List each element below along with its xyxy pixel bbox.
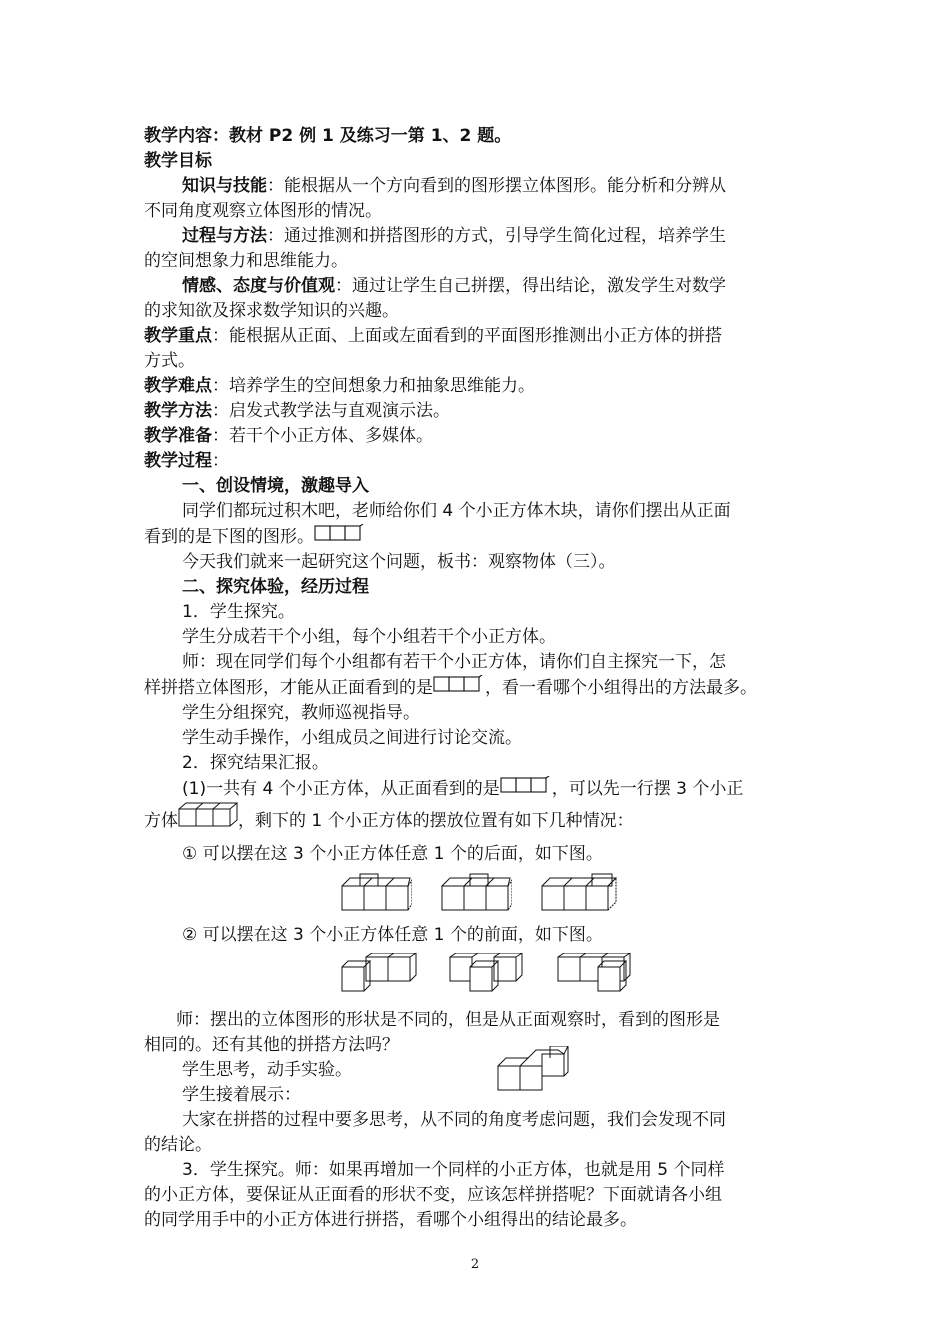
process-label: 过程与方法 (182, 226, 267, 246)
explore-line: 学生分组探究，教师巡视指导。 (182, 703, 420, 723)
front-arrangement-figure-3 (556, 953, 636, 993)
process-line-2: 的空间想象力和思维能力。 (144, 251, 348, 271)
think-more-line-2: 的结论。 (144, 1135, 212, 1155)
intro-line-2 (144, 524, 812, 550)
teacher2-line-2: 相同的。还有其他的拼搭方法吗？ (144, 1035, 399, 1055)
difficulty-label: 教学难点 (144, 376, 212, 396)
think-line: 学生思考，动手实验。 (182, 1060, 352, 1080)
show-line: 学生接着展示： (182, 1085, 301, 1105)
proc-text: ： (212, 451, 229, 471)
teacher-text-b: ，看一看哪个小组得出的方法最多。 (485, 678, 757, 698)
result-text-d: ，剩下的 1 个小正方体的摆放位置有如下几种情况： (238, 811, 634, 831)
intro-line-1: 同学们都玩过积木吧，老师给你们 4 个小正方体木块，请你们摆出从正面 (182, 501, 731, 521)
back-arrangement-figure-3 (540, 872, 620, 912)
back-arrangement-figure-1 (340, 872, 412, 912)
front-arrangement-figure-2 (448, 953, 528, 993)
content-line (144, 124, 812, 149)
prep-label: 教学准备 (144, 426, 212, 446)
front-view-squares-figure (314, 524, 366, 550)
stair-cubes-figure (496, 1046, 572, 1096)
back-arrangement-figure-2 (440, 872, 512, 912)
knowledge-label: 知识与技能 (182, 176, 267, 196)
prep-text: ：若干个小正方体、多媒体。 (212, 426, 433, 446)
groups-line: 学生分成若干个小组，每个小组若干个小正方体。 (182, 627, 556, 647)
goals-heading: 教学目标 (144, 151, 212, 171)
front-arrangement-figure-1 (340, 953, 420, 993)
method-text: ：启发式教学法与直观演示法。 (212, 401, 450, 421)
method-label: 教学方法 (144, 401, 212, 421)
content-label: 教学内容： (144, 126, 229, 146)
process-text: ：通过推测和拼搭图形的方式，引导学生简化过程，培养学生 (267, 226, 726, 246)
result-line-2 (144, 802, 812, 836)
proc-line (144, 449, 812, 474)
step3-line-2: 的小正方体，要保证从正面看的形状不变，应该怎样拼搭呢？下面就请各小组 (144, 1185, 722, 1205)
content-text: 教材 P2 例 1 及练习一第 1、2 题。 (229, 126, 512, 146)
teacher-text-a: 样拼搭立体图形，才能从正面看到的是 (144, 678, 433, 698)
result-text-a: (1)一共有 4 个小正方体，从正面看到的是 (182, 779, 500, 799)
lesson-body (144, 124, 812, 1233)
difficulty-line (144, 374, 812, 399)
result-line-1 (144, 776, 812, 802)
step1-line: 1．学生探究。 (182, 602, 295, 622)
front-view-squares-figure (433, 675, 485, 701)
teacher2-line-1: 师：摆出的立体图形的形状是不同的，但是从正面观察时，看到的图形是 (176, 1010, 720, 1030)
result-text-c: 方体 (144, 811, 178, 831)
think-show-block (144, 1058, 812, 1108)
method-line (144, 399, 812, 424)
section-heading-2: 二、探究体验，经历过程 (182, 577, 369, 597)
result-text-b: ，可以先一行摆 3 个小正 (551, 779, 744, 799)
emotion-label: 情感、态度与价值观 (182, 276, 335, 296)
process-line-1 (144, 224, 812, 249)
knowledge-line-2: 不同角度观察立体图形的情况。 (144, 201, 382, 221)
case2-line: ② 可以摆在这 3 个小正方体任意 1 个的前面，如下图。 (182, 925, 603, 945)
front-view-squares-figure (500, 776, 552, 802)
key-line-2: 方式。 (144, 351, 195, 371)
teacher-line-2 (144, 675, 812, 701)
step3-line-3: 的同学用手中的小正方体进行拼搭，看哪个小组得出的结论最多。 (144, 1210, 637, 1230)
section-heading-1: 一、创设情境，激趣导入 (182, 476, 369, 496)
emotion-text: ：通过让学生自己拼摆，得出结论，激发学生对数学 (335, 276, 726, 296)
difficulty-text: ：培养学生的空间想象力和抽象思维能力。 (212, 376, 535, 396)
case1-line: ① 可以摆在这 3 个小正方体任意 1 个的后面，如下图。 (182, 844, 603, 864)
key-label: 教学重点 (144, 326, 212, 346)
emotion-line-2: 的求知欲及探求数学知识的兴趣。 (144, 301, 399, 321)
key-text: ：能根据从正面、上面或左面看到的平面图形推测出小正方体的拼搭 (212, 326, 722, 346)
knowledge-text: ：能根据从一个方向看到的图形摆立体图形。能分析和分辨从 (267, 176, 726, 196)
case1-figures (340, 869, 812, 915)
emotion-line-1 (144, 274, 812, 299)
knowledge-line-1 (144, 174, 812, 199)
intro-text: 看到的是下图的图形。 (144, 527, 314, 547)
prep-line (144, 424, 812, 449)
teacher-line-1: 师：现在同学们每个小组都有若干个小正方体，请你们自主探究一下，怎 (182, 652, 726, 672)
step2-line: 2．探究结果汇报。 (182, 753, 329, 773)
proc-label: 教学过程 (144, 451, 212, 471)
handson-line: 学生动手操作，小组成员之间进行讨论交流。 (182, 728, 522, 748)
step3-line-1: 3．学生探究。师：如果再增加一个同样的小正方体，也就是用 5 个同样 (182, 1160, 725, 1180)
key-line-1 (144, 324, 812, 349)
case2-figures (340, 950, 812, 996)
today-line: 今天我们就来一起研究这个问题，板书：观察物体（三）。 (182, 552, 616, 572)
think-more-line-1: 大家在拼搭的过程中要多思考，从不同的角度考虑问题，我们会发现不同 (182, 1110, 726, 1130)
three-cube-row-figure (178, 802, 238, 840)
page-number: 2 (470, 1257, 480, 1272)
